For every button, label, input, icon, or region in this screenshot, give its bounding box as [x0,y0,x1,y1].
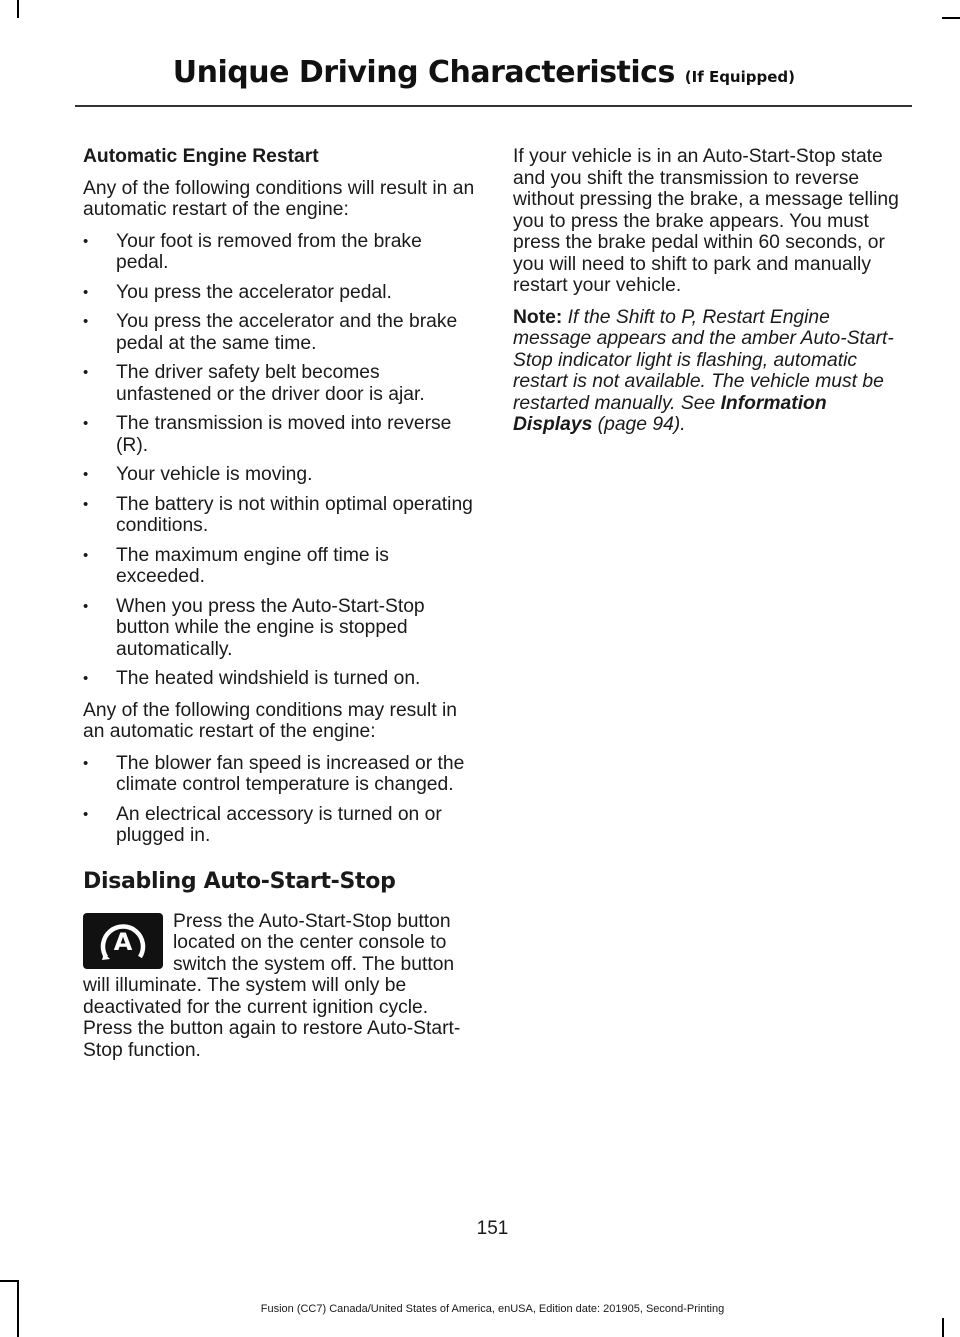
disable-instructions: Press the Auto-Start-Stop button located on the center console to switch the system off. The button will illuminate. The system will only be deactivated for the current ignition cycle. Press the button again to restore Auto-Start-Stop function. [83,910,461,1061]
information-displays-link[interactable]: Information Displays [513,392,827,435]
restart-conditions-list [83,231,478,690]
header-divider [75,105,912,107]
list-item: • The transmission is moved into reverse (R). [83,413,478,456]
right-column [513,146,908,446]
possible-restart-conditions-list [83,753,478,847]
list-item: • The driver safety belt becomes unfastened or the driver door is ajar. [83,362,478,405]
note-page-reference: (page 94). [597,414,686,435]
list-item: • Your vehicle is moving. [83,464,478,486]
header-title-text: Unique Driving Characteristics [172,55,675,90]
list-item: • When you press the Auto-Start-Stop button while the engine is stopped automatically. [83,596,478,661]
list-item: • The heated windshield is turned on. [83,668,478,690]
page-number: 151 [476,1218,509,1239]
reverse-shift-paragraph: If your vehicle is in an Auto-Start-Stop state and you shift the transmission to reverse without pressing the brake, a message telling you to press the brake appears. You must press the brake pedal within 60 seconds, or you will need to shift to park and manually restart your vehicle. [513,146,899,296]
edition-footer: Fusion (CC7) Canada/United States of America, enUSA, Edition date: 201905, Second-Printing [260,1303,725,1315]
list-item: • The battery is not within optimal operating conditions. [83,494,478,537]
list-item: • Your foot is removed from the brake pedal. [83,231,478,274]
list-item: • You press the accelerator pedal. [83,282,478,304]
crop-mark-top-right-h [942,17,960,19]
disable-block [83,911,478,1062]
page-header-title [173,55,795,90]
note-label: Note: [513,306,563,328]
list-item: • The maximum engine off time is exceeded. [83,545,478,588]
note-text: If the Shift to P, Restart Engine message appears and the amber Auto-Start-Stop indicator light is flashing, automatic restart is not available. The vehicle must be restarted manually. See [513,306,894,414]
left-column [83,146,478,1071]
note-paragraph [513,307,908,436]
list-item: • An electrical accessory is turned on or plugged in. [83,804,478,847]
subheading-automatic-engine-restart: Automatic Engine Restart [83,146,319,167]
list-item: • The blower fan speed is increased or the climate control temperature is changed. [83,753,478,796]
crop-mark-bottom-right-v [942,1318,944,1337]
auto-start-stop-icon [83,913,163,969]
section-title-disabling-auto-start-stop: Disabling Auto-Start-Stop [83,868,396,894]
icon-letter: A [113,927,133,956]
list-item: • You press the accelerator and the brake pedal at the same time. [83,311,478,354]
header-subtitle: (If Equipped) [684,68,795,86]
auto-start-stop-symbol [93,917,153,965]
intro-paragraph-1: Any of the following conditions will result in an automatic restart of the engine: [83,177,475,220]
intro-paragraph-2: Any of the following conditions may result in an automatic restart of the engine: [83,699,458,742]
crop-mark-top-left-v [17,0,19,18]
crop-mark-bottom-left-h [0,1280,18,1282]
